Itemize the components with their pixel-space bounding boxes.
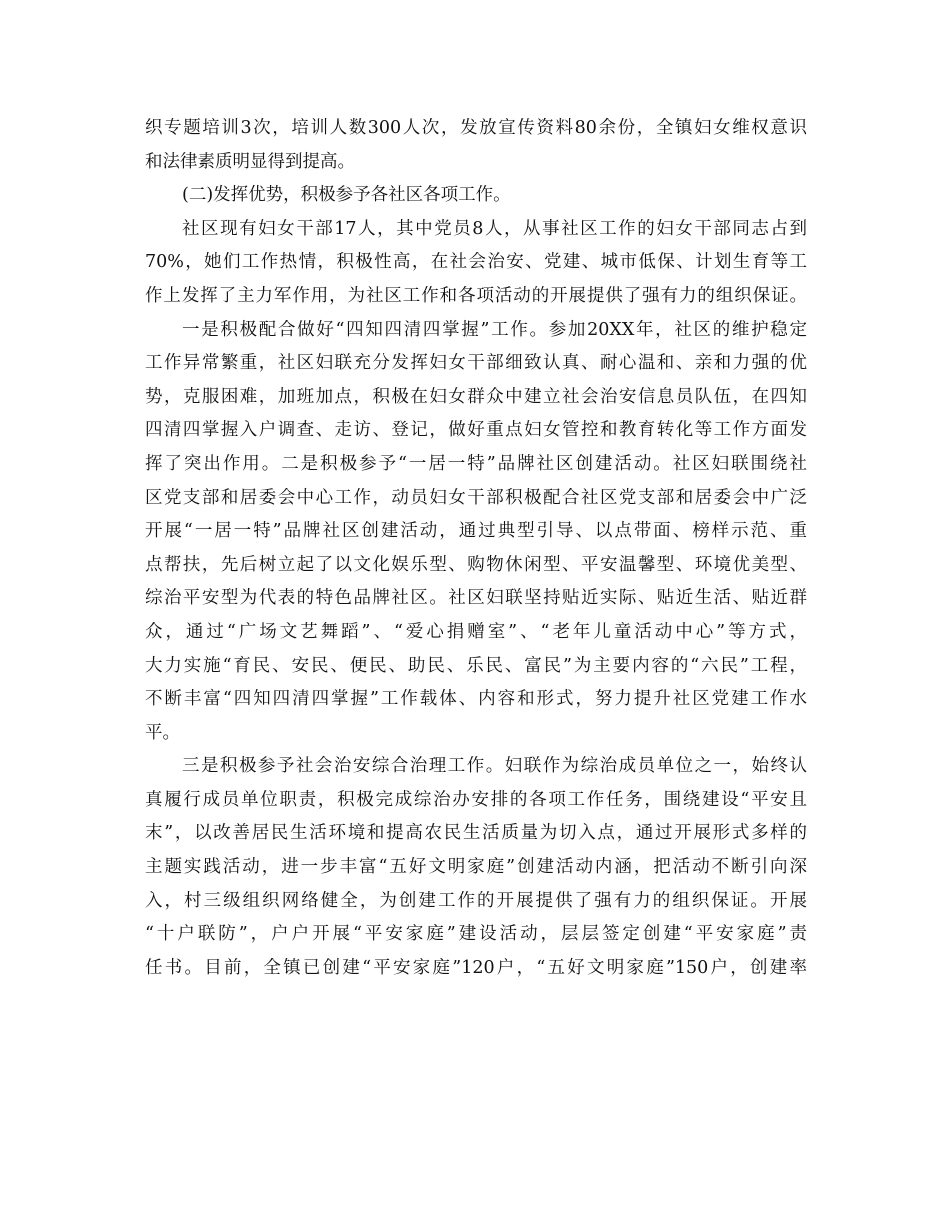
text-line: 大力实施“育民、安民、便民、助民、乐民、富民”为主要内容的“六民”工程， — [145, 655, 807, 676]
text-line: 作上发挥了主力军作用，为社区工作和各项活动的开展提供了强有力的组织保证。 — [145, 285, 807, 306]
text-line: 70%，她们工作热情，积极性高，在社会治安、党建、城市低保、计划生育等工 — [145, 252, 807, 273]
text-line: 开展“一居一特”品牌社区创建活动，通过典型引导、以点带面、榜样示范、重 — [145, 521, 807, 542]
text-line: 三是积极参予社会治安综合治理工作。妇联作为综治成员单位之一，始终认 — [182, 756, 807, 777]
text-line: 社区现有妇女干部17人，其中党员8人，从事社区工作的妇女干部同志占到 — [182, 218, 807, 239]
text-line: 区党支部和居委会中心工作，动员妇女干部积极配合社区党支部和居委会中广泛 — [145, 487, 807, 508]
text-line: 一是积极配合做好“四知四清四掌握”工作。参加20XX年，社区的维护稳定 — [182, 319, 807, 340]
text-line: 势，克服困难，加班加点，积极在妇女群众中建立社会治安信息员队伍，在四知 — [145, 386, 807, 407]
text-line: 众，通过“广场文艺舞蹈”、“爱心捐赠室”、“老年儿童活动中心”等方式， — [145, 621, 807, 642]
text-line: 不断丰富“四知四清四掌握”工作载体、内容和形式，努力提升社区党建工作水 — [145, 689, 807, 710]
text-line: 四清四掌握入户调查、走访、登记，做好重点妇女管控和教育转化等工作方面发 — [145, 420, 807, 441]
text-line: 末”，以改善居民生活环境和提高农民生活质量为切入点，通过开展形式多样的 — [145, 823, 807, 844]
text-line: 真履行成员单位职责，积极完成综治办安排的各项工作任务，围绕建设“平安且 — [145, 789, 807, 810]
text-line: 织专题培训3次，培训人数300人次，发放宣传资料80余份，全镇妇女维权意识 — [145, 118, 807, 138]
text-line: 挥了突出作用。二是积极参予“一居一特”品牌社区创建活动。社区妇联围绕社 — [145, 453, 807, 474]
text-line: 平。 — [145, 722, 180, 743]
text-line: 综治平安型为代表的特色品牌社区。社区妇联坚持贴近实际、贴近生活、贴近群 — [145, 588, 807, 609]
text-line: 入，村三级组织网络健全，为创建工作的开展提供了强有力的组织保证。开展 — [145, 890, 807, 911]
text-line: 任书。目前，全镇已创建“平安家庭”120户，“五好文明家庭”150户，创建率 — [145, 957, 807, 978]
document-body — [145, 112, 807, 985]
text-line: 工作异常繁重，社区妇联充分发挥妇女干部细致认真、耐心温和、亲和力强的优 — [145, 353, 807, 374]
text-line: 主题实践活动，进一步丰富“五好文明家庭”创建活动内涵，把活动不断引向深 — [145, 857, 807, 878]
text-line: “十户联防”，户户开展“平安家庭”建设活动，层层签定创建“平安家庭”责 — [145, 924, 807, 945]
text-line: 和法律素质明显得到提高。 — [145, 151, 355, 172]
text-line: 点帮扶，先后树立起了以文化娱乐型、购物休闲型、平安温馨型、环境优美型、 — [145, 554, 807, 575]
text-line: (二)发挥优势，积极参予各社区各项工作。 — [182, 185, 511, 206]
